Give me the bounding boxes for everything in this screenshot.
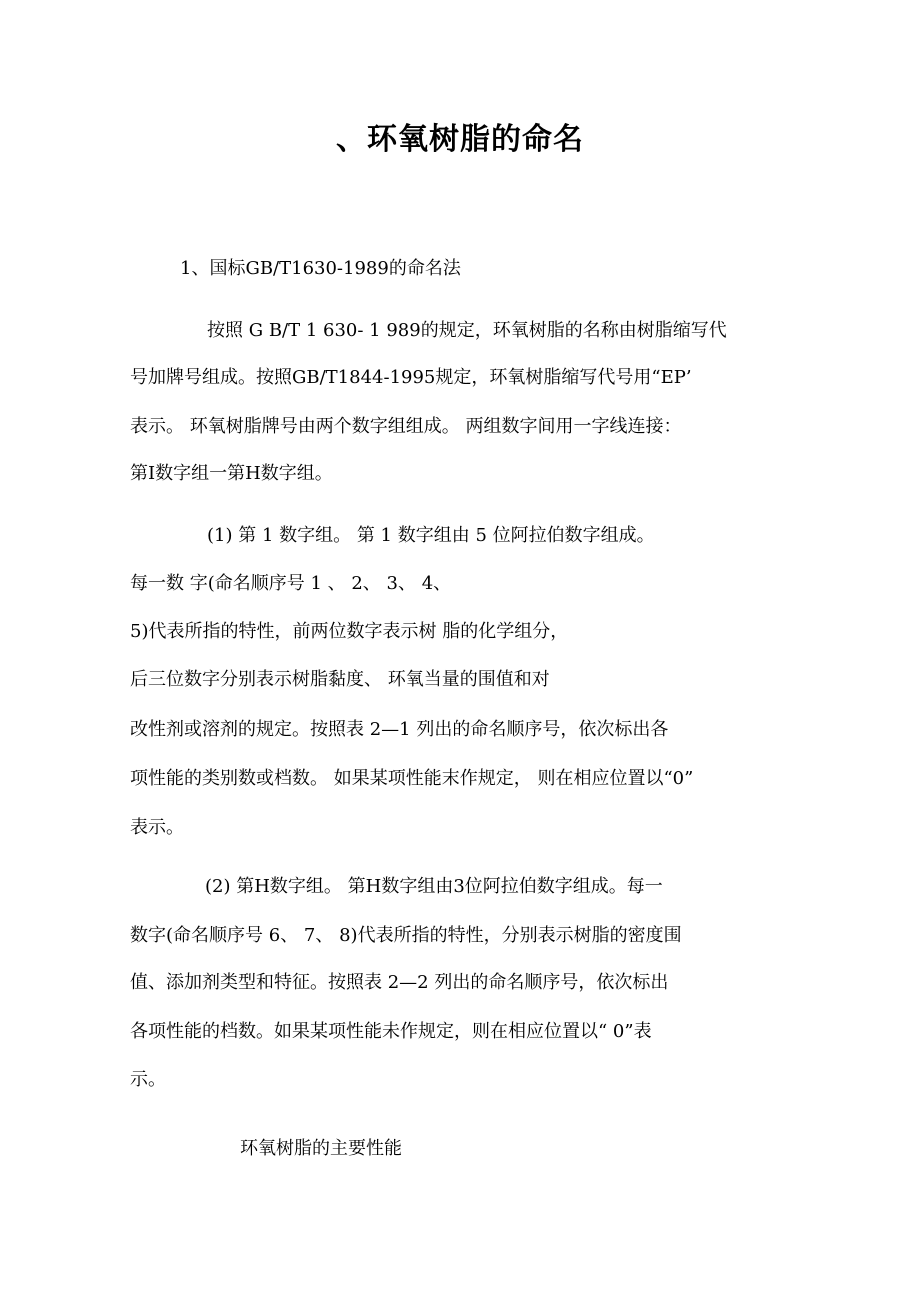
paragraph-line: (2) 第H数字组。 第H数字组由3位阿拉伯数字组成。每一 (205, 876, 663, 897)
paragraph-line: 每一数 字(命名顺序号 1 、 2、 3、 4、 (130, 573, 452, 594)
paragraph-line: (1) 第 1 数字组。 第 1 数字组由 5 位阿拉伯数字组成。 (207, 525, 655, 546)
paragraph-line: 按照 G B/T 1 630- 1 989的规定，环氧树脂的名称由树脂缩写代 (207, 320, 727, 341)
paragraph-line: 各项性能的档数。如果某项性能未作规定，则在相应位置以“ 0”表 (130, 1021, 652, 1042)
paragraph-line: 值、添加剂类型和特征。按照表 2—2 列出的命名顺序号，依次标出 (130, 972, 669, 993)
paragraph-line: 改性剂或溶剂的规定。按照表 2—1 列出的命名顺序号，依次标出各 (130, 719, 669, 740)
paragraph-line: 示。 (130, 1069, 166, 1090)
paragraph-line: 数字(命名顺序号 6、 7、 8)代表所指的特性，分别表示树脂的密度围 (130, 925, 682, 946)
paragraph-line: 5)代表所指的特性，前两位数字表示树 脂的化学组分， (130, 621, 569, 642)
paragraph-line: 项性能的类别数或档数。 如果某项性能末作规定， 则在相应位置以“0” (130, 768, 694, 789)
paragraph-line: 第I数字组一第H数字组。 (130, 463, 333, 484)
page-title: 、环氧树脂的命名 (336, 122, 584, 157)
paragraph-line: 后三位数字分别表示树脂黏度、 环氧当量的围值和对 (130, 669, 550, 690)
paragraph-line: 表示。 环氧树脂牌号由两个数字组组成。 两组数字间用一字线连接： (130, 416, 682, 437)
paragraph-line: 号加牌号组成。按照GB/T1844-1995规定，环氧树脂缩写代号用“EP’ (130, 367, 692, 388)
section-heading: 1、国标GB/T1630-1989的命名法 (180, 258, 461, 279)
paragraph-line: 表示。 (130, 817, 184, 838)
section-heading: 环氧树脂的主要性能 (240, 1138, 402, 1159)
